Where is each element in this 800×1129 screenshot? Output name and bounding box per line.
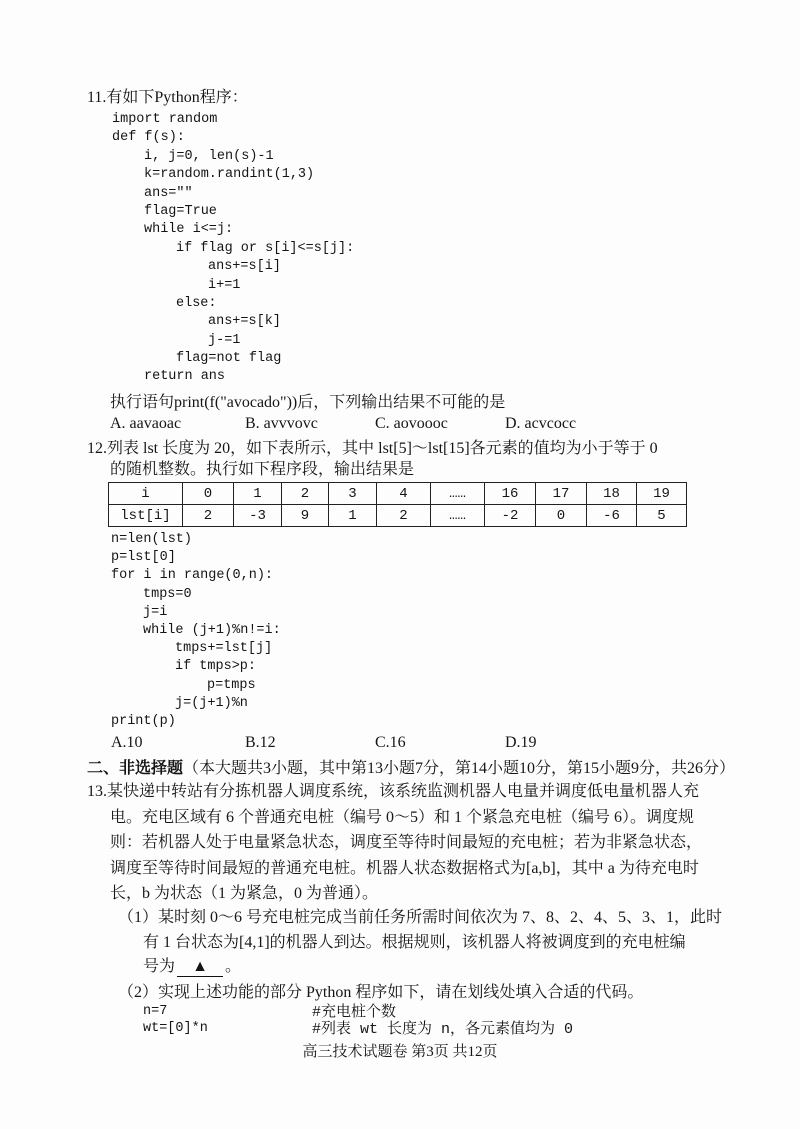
code-line: k=random.randint(1,3) <box>144 167 315 183</box>
table-cell: 2 <box>183 505 234 527</box>
table-cell: lst[i] <box>109 505 183 527</box>
q11-options <box>110 413 710 434</box>
table-cell: i <box>109 483 183 505</box>
q11-option-d: D. acvcocc <box>505 415 577 432</box>
q12-option-c: C.16 <box>375 734 406 751</box>
paragraph-line: 13.某快递中转站有分拣机器人调度系统，该系统监测机器人电量并调度低电量机器人充 <box>87 783 700 800</box>
code-line: flag=True <box>144 203 217 219</box>
q11-prompt: 执行语句print(f("avocado"))后，下列输出结果不可能的是 <box>110 394 506 411</box>
code-line: ans="" <box>144 185 193 201</box>
table-cell: 2 <box>282 483 329 505</box>
sub-question-line: （1）某时刻 0～6 号充电桩完成当前任务所需时间依次为 7、8、2、4、5、3、1，此时 <box>118 909 723 926</box>
table-cell: 16 <box>485 483 536 505</box>
code-line: if tmps>p: <box>175 659 257 675</box>
code-line: print(p) <box>111 713 176 729</box>
code-text: n=7 <box>143 1004 168 1019</box>
code-line: return ans <box>144 369 226 385</box>
triangle-icon: ▲ <box>192 958 208 976</box>
q11-option-a: A. aavaoac <box>110 415 182 432</box>
table-cell: …… <box>431 505 485 527</box>
lst-table <box>108 482 687 527</box>
section-title: 二、非选择题 <box>87 760 184 777</box>
code-line: p=tmps <box>207 677 256 693</box>
q12-line2: 的随机整数。执行如下程序段，输出结果是 <box>110 461 415 478</box>
table-cell: 1 <box>234 483 282 505</box>
table-cell: 3 <box>329 483 377 505</box>
sub-question-line: 有 1 台状态为[4,1]的机器人到达。根据规则，该机器人将被调度到的充电桩编 <box>143 933 686 951</box>
q13-sub1 <box>118 906 722 980</box>
q13-paragraph <box>87 779 702 907</box>
table-row <box>109 505 687 527</box>
code-line: def f(s): <box>112 130 185 146</box>
q12-option-b: B.12 <box>245 734 276 751</box>
code-line: tmps+=lst[j] <box>175 641 273 657</box>
paragraph-line: 电。充电区域有 6 个普通充电桩（编号 0～5）和 1 个紧急充电桩（编号 6）。调度规 <box>110 808 695 826</box>
paragraph-line: 则：若机器人处于电量紧急状态，调度至等待时间最短的充电桩；若为非紧急状态， <box>110 834 703 851</box>
table-cell: -2 <box>485 505 536 527</box>
code-line: p=lst[0] <box>111 550 176 566</box>
answer-blank <box>177 958 223 977</box>
code-line: import random <box>112 112 218 127</box>
code-line: for i in range(0,n): <box>111 568 274 584</box>
section-heading <box>87 758 735 779</box>
q13-code-line-1 <box>143 1004 703 1022</box>
table-cell: -3 <box>234 505 282 527</box>
code-line: i+=1 <box>208 277 241 293</box>
table-header-row <box>109 483 687 505</box>
code-line: n=len(lst) <box>111 532 193 547</box>
table-cell: 19 <box>637 483 687 505</box>
q11-title: 11.有如下Python程序： <box>87 89 248 106</box>
paragraph-line: 调度至等待时间最短的普通充电桩。机器人状态数据格式为[a,b]，其中 a 为待充电时 <box>110 859 699 877</box>
answer-prefix: 号为 <box>143 958 176 976</box>
q12-options <box>111 732 711 753</box>
q12-option-d: D.19 <box>505 734 537 751</box>
code-line: while i<=j: <box>144 222 234 238</box>
code-line: i, j=0, len(s)-1 <box>144 148 274 164</box>
table-cell: 9 <box>282 505 329 527</box>
q11-code-block <box>112 111 354 387</box>
code-line: j-=1 <box>208 332 241 348</box>
table-cell: 5 <box>637 505 687 527</box>
sub-question-line-last <box>118 955 722 980</box>
code-line: j=(j+1)%n <box>175 695 248 711</box>
table-cell: 2 <box>377 505 431 527</box>
paragraph-line: 长，b 为状态（1 为紧急，0 为普通）。 <box>110 885 379 902</box>
page-footer: 高三技术试题卷 第3页 共12页 <box>302 1044 498 1060</box>
table-cell: -6 <box>587 505 637 527</box>
table-cell: …… <box>431 483 485 505</box>
q12-table-wrap <box>108 482 687 527</box>
q11-option-c: C. aovoooc <box>375 415 448 432</box>
q11-option-b: B. avvvovc <box>245 415 318 432</box>
q12-code-block <box>111 531 281 731</box>
q13-code-line-2 <box>143 1021 703 1039</box>
code-line: if flag or s[i]<=s[j]: <box>176 240 355 256</box>
table-cell: 0 <box>536 505 587 527</box>
table-cell: 4 <box>377 483 431 505</box>
table-cell: 18 <box>587 483 637 505</box>
code-line: ans+=s[i] <box>208 259 281 275</box>
code-line: while (j+1)%n!=i: <box>143 622 281 638</box>
answer-suffix: 。 <box>225 958 242 976</box>
table-cell: 17 <box>536 483 587 505</box>
code-comment: #充电桩个数 <box>312 1004 397 1021</box>
table-cell: 0 <box>183 483 234 505</box>
q12-option-a: A.10 <box>111 734 143 751</box>
code-line: else: <box>176 295 217 311</box>
code-line: flag=not flag <box>176 351 282 367</box>
q13-sub2: （2）实现上述功能的部分 Python 程序如下，请在划线处填入合适的代码。 <box>118 984 644 1001</box>
q12-line1: 12.列表 lst 长度为 20，如下表所示，其中 lst[5]～lst[15]各元素的值均为小于等于 0 <box>87 440 658 457</box>
table-cell: 1 <box>329 505 377 527</box>
code-line: tmps=0 <box>143 586 192 602</box>
code-text: wt=[0]*n <box>143 1021 208 1036</box>
code-line: ans+=s[k] <box>208 314 281 330</box>
code-line: j=i <box>143 604 168 620</box>
section-note: （本大题共3小题，其中第13小题7分，第14小题10分，第15小题9分，共26分） <box>183 760 736 777</box>
code-comment: #列表 wt 长度为 n，各元素值均为 0 <box>312 1021 574 1038</box>
